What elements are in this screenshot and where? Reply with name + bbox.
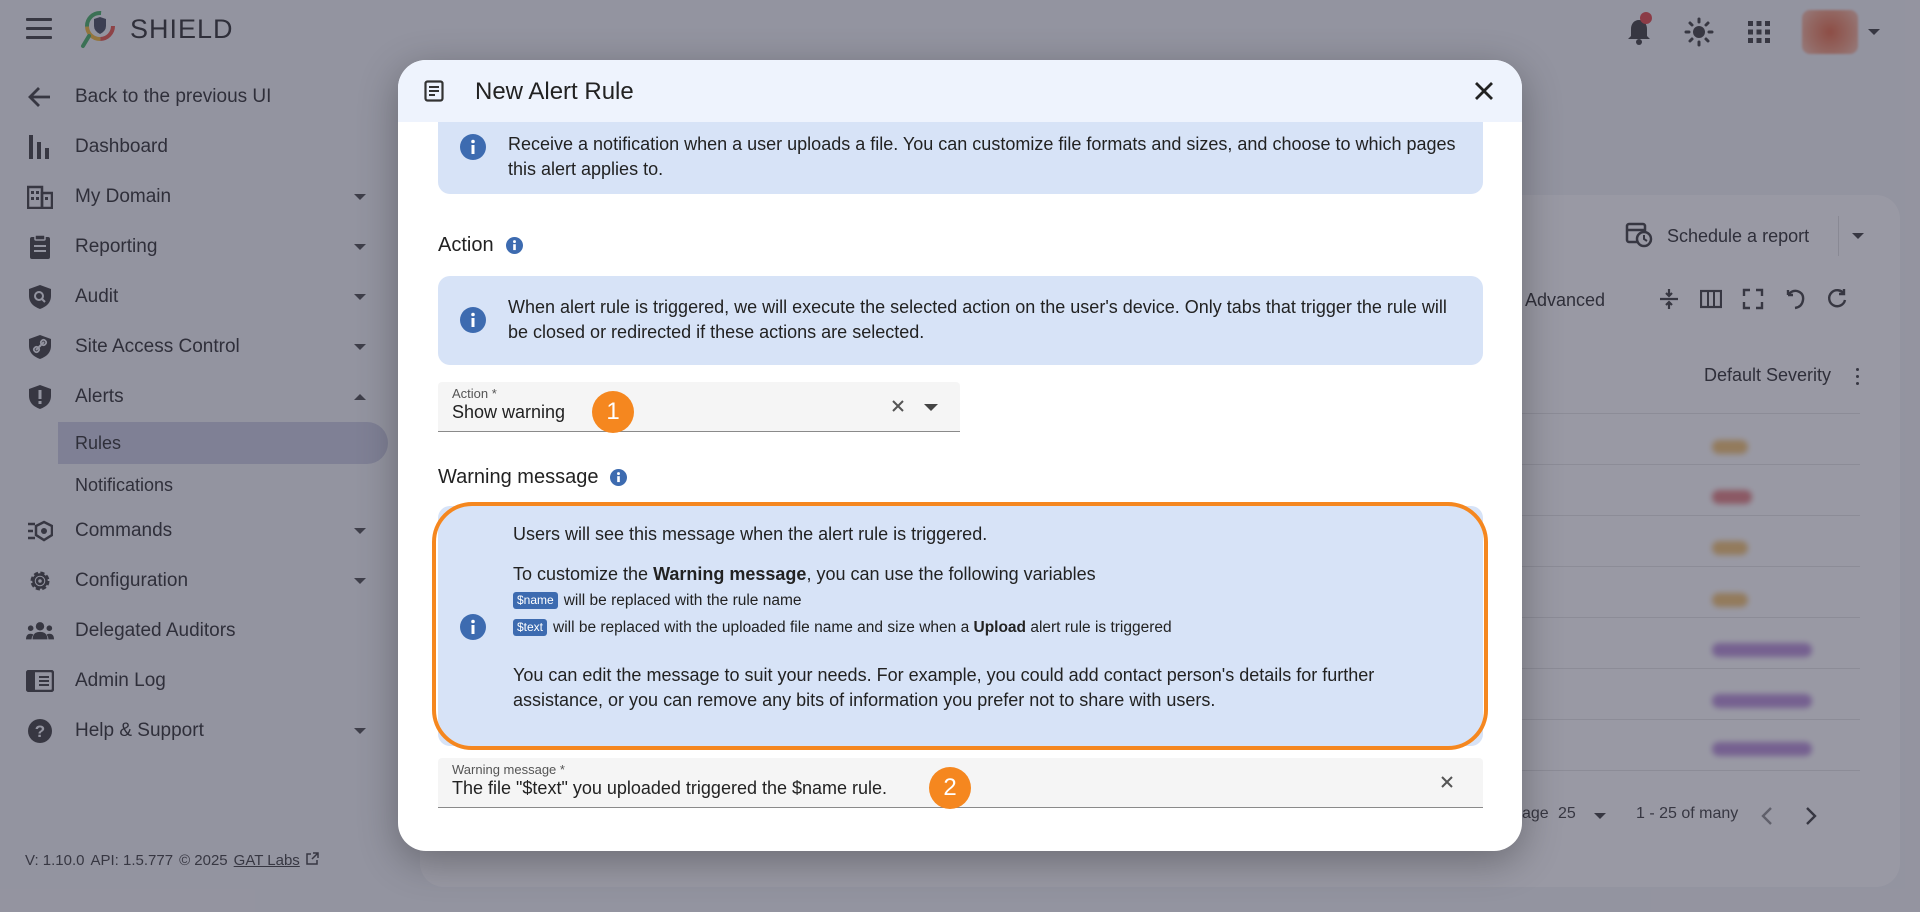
warning-field-label: Warning message * [452,762,565,777]
action-info-box [438,276,1483,365]
text-fragment: , you can use the following variables [806,564,1096,584]
form-icon [424,80,444,102]
clear-icon[interactable] [890,398,906,419]
warning-section-title: Warning message [438,466,599,488]
dialog-header [398,60,1522,122]
action-field-value: Show warning [452,402,566,422]
text-fragment: alert rule is triggered [1026,619,1172,636]
variable-tag: $name [513,592,558,609]
warning-info-line1: Users will see this message when the alert rule is triggered. [513,524,988,544]
dialog-title: New Alert Rule [475,78,634,105]
action-select[interactable] [438,382,960,432]
warning-info-line3: You can edit the message to suit your needs. For example, you could add contact person's details for further assistance, or you can remove any bits of information you prefer not to share with users. [513,665,1375,710]
new-alert-rule-dialog [398,60,1522,851]
chevron-down-icon[interactable] [924,404,938,411]
variable-tag: $text [513,619,547,636]
action-section-title: Action [438,234,494,256]
highlight-outline [432,502,1488,750]
info-icon[interactable] [506,237,523,254]
info-icon[interactable] [610,469,627,486]
text-bold: Warning message [653,564,807,584]
intro-info-box [438,122,1483,194]
intro-text: Receive a notification when a user uploads a file. You can customize file formats and sizes, and choose to which pages this alert applies to. [508,134,1456,179]
action-info-text: When alert rule is triggered, we will execute the selected action on the user's device. Only tabs that trigger the rule will be closed or redirected if these actions are selected. [508,297,1447,342]
text-bold: Upload [973,619,1027,636]
warning-section-header [438,466,627,489]
clear-icon[interactable] [1439,774,1455,795]
info-icon [460,307,486,333]
text-fragment: will be replaced with the rule name [563,592,802,609]
warning-field-value: The file "$text" you uploaded triggered the $name rule. [452,778,888,798]
info-icon [460,134,486,160]
action-section-header [438,234,523,257]
text-fragment: will be replaced with the uploaded file name and size when a [553,619,974,636]
callout-badge-1: 1 [592,391,634,433]
callout-badge-2: 2 [929,767,971,809]
text-fragment: To customize the [513,564,654,584]
close-icon[interactable] [1472,79,1496,103]
action-field-label: Action * [452,386,497,401]
